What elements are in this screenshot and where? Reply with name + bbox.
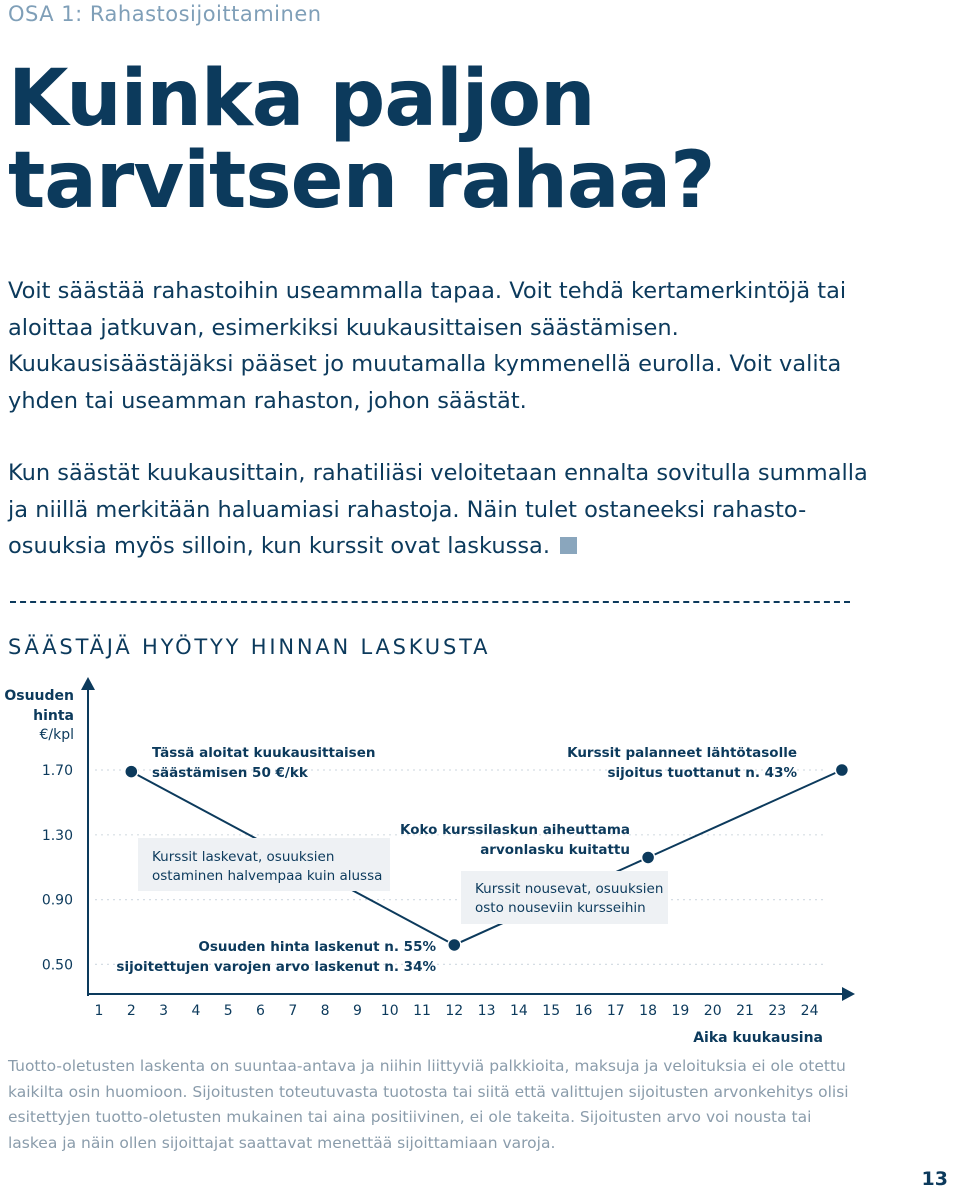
start-note-line2: säästämisen 50 €/kk [152,765,308,781]
section-label: OSA 1: Rahastosijoittaminen [8,2,322,26]
falling-note-line2: ostaminen halvempaa kuin alussa [152,868,383,884]
data-point-marker [125,765,138,778]
rising-note-box [461,871,668,924]
data-point-marker [642,851,655,864]
x-axis-arrow-icon [842,987,855,1001]
x-tick-label: 18 [639,1003,658,1019]
falling-note-line1: Kurssit laskevat, osuuksien [152,849,335,865]
start-note-line1: Tässä aloitat kuukausittaisen [152,745,376,761]
x-tick-label: 24 [800,1003,819,1019]
x-tick-label: 15 [542,1003,561,1019]
page-title: Kuinka paljon tarvitsen rahaa? [8,54,715,226]
y-tick-label: 1.70 [41,763,73,779]
x-tick-label: 7 [288,1003,298,1019]
recovered-note-line1: Koko kurssilaskun aiheuttama [399,822,630,838]
x-tick-label: 9 [352,1003,362,1019]
bottom-note-line1: Osuuden hinta laskenut n. 55% [198,939,436,955]
price-chart [0,670,960,1060]
x-tick-label: 5 [223,1003,233,1019]
y-axis-label-line1: Osuuden [4,688,74,704]
x-tick-label: 6 [256,1003,265,1019]
x-tick-label: 12 [445,1003,464,1019]
x-tick-label: 17 [606,1003,625,1019]
x-tick-label: 10 [380,1003,399,1019]
page-number: 13 [921,1168,948,1190]
y-axis-arrow-icon [81,677,95,690]
x-tick-label: 14 [509,1003,528,1019]
monthly-saving-text: Kun säästät kuukausittain, rahatiliäsi veloitetaan ennalta sovitulla summalla ja niillä merkitään haluamiasi rahastoja. Näin tulet ostaneeksi rahasto-osuuksia myös silloin, kun kurssit ovat laskussa. [8,460,868,559]
x-tick-label: 19 [671,1003,690,1019]
x-tick-label: 8 [320,1003,330,1019]
x-tick-label: 3 [159,1003,169,1019]
intro-paragraph: Voit säästää rahastoihin useammalla tapaa. Voit tehdä kertamerkintöjä tai aloittaa jatkuvan, esimerkiksi kuukausittaisen säästämisen. Kuukausisäästäjäksi pääset jo muutamalla kymmenellä eurolla. Voit valita yhden tai useamman rahaston, johon säästät. [8,278,847,414]
dashed-divider [10,601,850,603]
x-tick-label: 4 [191,1003,201,1019]
x-tick-label: 13 [477,1003,496,1019]
x-axis-label: Aika kuukausina [693,1030,823,1046]
y-tick-label: 0.50 [41,957,73,974]
y-tick-label: 0.90 [41,892,73,909]
end-mark-icon [560,537,577,554]
y-axis-label-unit: €/kpl [39,727,74,743]
y-tick-labels [42,763,73,973]
x-tick-label: 2 [126,1003,136,1019]
y-tick-label: 1.30 [41,827,73,844]
x-tick-labels [95,1003,819,1019]
disclaimer-text: Tuotto-oletusten laskenta on suuntaa-antava ja niihin liittyviä palkkioita, maksuja ja veloituksia ei ole otettu kaikilta osin huomioon. Sijoitusten toteutuvasta tuotosta tai siitä että valittujen sijoitusten arvonkehitys olisi esitettyjen tuotto-oletusten mukainen tai aina positiivinen, ei ole takeita. Sijoitusten arvo voi nousta tai laskea ja näin ollen sijoittajat saattavat menettää sijoittamiaan varoja. [8,1057,849,1152]
rising-note-line2: osto nouseviin kursseihin [475,900,646,916]
chart-section-heading: SÄÄSTÄJÄ HYÖTYY HINNAN LASKUSTA [8,635,491,659]
data-point-marker [835,764,848,777]
x-tick-label: 21 [736,1003,754,1019]
monthly-saving-paragraph [8,455,868,565]
data-point-marker [448,938,461,951]
x-tick-label: 11 [413,1003,431,1019]
x-tick-label: 20 [703,1003,722,1019]
bottom-note-line2: sijoitettujen varojen arvo laskenut n. 34% [116,959,436,975]
x-tick-label: 23 [768,1003,787,1019]
x-tick-label: 16 [574,1003,593,1019]
rising-note-line1: Kurssit nousevat, osuuksien [475,881,664,897]
end-note-line2: sijoitus tuottanut n. 43% [607,765,797,781]
end-note-line1: Kurssit palanneet lähtötasolle [567,745,797,761]
y-axis-label-line2: hinta [33,708,74,724]
recovered-note-line2: arvonlasku kuitattu [480,842,630,858]
x-tick-label: 1 [94,1003,104,1019]
